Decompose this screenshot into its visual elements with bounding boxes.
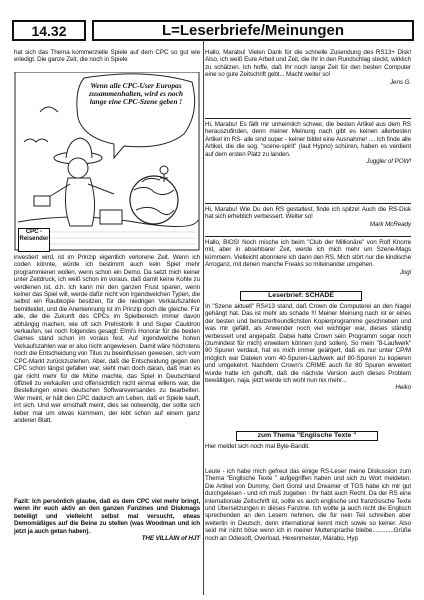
- letter-1-signature: Jens G.: [390, 78, 411, 86]
- left-closing-signature: THE VILLAIN of HJT: [141, 535, 200, 543]
- letter-1: [205, 49, 411, 86]
- cartoon-drawing: [14, 72, 200, 252]
- intro-text: hat sich das Thema kommerzielle Spiele auf dem CPC so gut wie erledigt. Die ganze Zeit, die noch in Spiele: [14, 49, 200, 64]
- separator-rule: [205, 118, 411, 119]
- letter-4-signature: Jogi: [399, 268, 411, 276]
- section-title: L=Leserbriefe/Meinungen: [92, 20, 414, 41]
- letter-2-signature: Juggler of POW!: [366, 158, 411, 166]
- letter-7: [205, 468, 411, 542]
- left-body: [14, 254, 200, 424]
- letter-5-text: In "Szene aktuell" RS#13 stand, daß Crown die Computerei an den Nagel gehängt hat. Das ist mehr als schade !!! Meiner Meinung nach ist er eines der besten und benutzerfreundlichsten Kopierprogramme geschrieben und was mir gefällt, als Anwender noch viel wichtiger war, dieses ständig verbessert und angepaßt. Dabei hatte Crown sein Programm sogar noch (zumindest für mich) erweitern können (und sollen). So mein "8-Laufwerk" 80 Spuren verdaut, hat es mich immer geärgert, daß es nur unter CP/M möglich war Dateien vom 40-Spuren-Laufwerk auf 80-Spuren zu kopieren und umgekehrt. Nachdem Crown's CRIME auch für 80 Spuren erweitert wurde hatte ich gehofft, daß die nächste Version auch dieses Problem bewältigen, naja, jetzt werde ich wohl nun nix mehr...: [205, 303, 411, 385]
- letter-3: [205, 206, 411, 228]
- letter-6-text: Hier meldet sich noch mal Byte-Bandit.: [205, 443, 310, 450]
- column-divider: [203, 40, 204, 595]
- cartoon-speech-text: Wenn alle CPC-User Europas zusammenhalten, wird es noch lange eine CPC-Szene geben !: [88, 82, 184, 107]
- letter-4: [205, 239, 411, 276]
- letter-1-text: Hallo, Marabu! Vielen Dank für die schnelle Zusendung des RS13+ Disk! Also, ich weiß Eure Arbeit und Zeit, die Ihr in den Rundschlag steckt, wirklich zu schätzen. Ich hoffe, daß Ihr noch lange Zeit für den besten Computer eine so gute Zeitschrift gebt... Macht weiter so!: [205, 49, 411, 79]
- cartoon-illustration: [14, 72, 200, 252]
- letter-6: [205, 443, 411, 450]
- section-bar-englische-texte: zum Thema "Englische Texte ": [236, 431, 378, 441]
- letter-2: [205, 121, 411, 165]
- page-header: [12, 20, 414, 41]
- letter-3-signature: Mark McReady: [369, 220, 411, 228]
- separator-rule: [205, 203, 411, 204]
- cartoon-caption: CPC - Reisender: [18, 228, 50, 252]
- page-number: 14.32: [12, 20, 86, 41]
- letter-4-text: Hallo, BIOS! Noch mische ich beim "Club der Millionäre" von Rolf Knorre mit, aber in absehbarer Zeit, werde ich mich mehr um Szene-Mags kümmern. Vielleicht abonniere ich dann den RS. Mich stört nur die kindische Arroganz, mit denen manche Freaks so miteinander umgehen.: [205, 239, 411, 269]
- separator-rule: [205, 236, 411, 237]
- left-closing-text: Fazit: Ich persönlich glaube, daß es dem CPC viel mehr bringt, wenn ihr euch aktiv an den ganzen Fanzines und Diskmags beteiligt und vielleicht selbst mal versucht, etwas Demomäßiges auf die Beine zu stellen (was Woodman und ich jetzt ja auch getan haben).: [14, 498, 200, 535]
- letter-2-text: Hi, Marabu! Es fällt mir unheimlich schwer, die besten Artikel aus dem RS herauszufinden, denn meiner Meinung nach gibt es keinen allerbesten Artikel im RS- alle sind super - keiner bildet eine Ausnahme! .... Ich finde alle Artikel, die die sog. "scene-spirit" (laut Hypno) schüren, haben es verdient auf dem ersten Platz zu landen.: [205, 121, 411, 158]
- letter-3-text: Hi, Marabu! Wie Du den RS gestaltest, finde ich spitze! Auch die RS-Disk hat sich erheblich verbessert. Weiter so!: [205, 206, 411, 221]
- letter-5-signature: Heiko: [395, 384, 411, 392]
- left-closing: [14, 498, 200, 542]
- section-bar-schade: Leserbrief: SCHADE: [240, 291, 362, 301]
- left-body-text: investiert wird, ist im Prinzip eigentlich verlorene Zeit. Wenn ich coden könnte, würde ich bestimmt auch kein Spiel mehr programmieren wollen, wenn schon ein Demo. Da setzt mich keiner unter Zeitdruck, ich weiß schon im voraus, daß damit keine Kohle zu verdienen ist, d.h. ich kann mir den ganzen Frust sparen, wenn keiner das Spiel will, werde dafür nicht von irgendwelchen Typen, die selbst ein Raubkopie besitzen, für die niedrigen Verkaufszahlen bemitleidet, und die Anerkennung ist im Prinzip doch die gleiche. Für alle, die die Zukunft des CPCs im Spielbereich immer davon abhängig machen, wie oft sich Prehistorik II und Super Cauldron verkaufen, sei noch folgendes gesagt: Elmi's Honorar für die beiden Games stand schon im voraus fest. Auf irgendwelche hohen Verkaufszahlen war er also nicht angewiesen. Damit wäre höchstens noch die Entscheidung von Titus zu beeinflussen gewesen, sich vom CPC-Markt zurückzuziehen. Aber, daß die Entscheidung gegen den CPC schon längst gefallen war, sieht man doch daran, daß man es gar nicht mehr für die Mühe machte, das Spiel in Deutschland offiziell zu verkaufen und offensichtlich nicht einmal willens war, die Bestellungen eines deutschen Softwareversandes zu bearbeiten. Wer meint, er hält den CPC dadurch am Leben, daß er Spiele kauft, irrt sich. Und wer ernsthaft meint, dies sei notwendig, der sollte sich lieber mal um etwas kümmern, der lebt schon auf einem ganz anderen Blatt.: [14, 254, 200, 424]
- left-intro: [14, 49, 200, 64]
- letter-5: [205, 303, 411, 392]
- letter-7-text: Leute - ich habe mich gefreut das einige RS-Leser meine Diskussion zum Thema "Englische Texte " aufgegriffen haben und sich zu Wort meldeten. Die Artikel von Dummy, Gert Gorisl und Dreamer of TGS habe ich mir gut durchgelesen - und ich muß zugeben : Ihr habt auch Recht. Da der RS eine internationale Zeitschrift ist, sollte es auch englische und französische Texte und Übersetzungen in dieses Fanzine. Ich wollte ja auch nicht die Englisch sprechenden an den Lesern nehmen, die für nein Teil schreiben aber weitertin in Deutsch, denn international kennt mich sowie so keiner. Also seid mir nicht böse wenn ich in meiner Muttersprache bleibe.............Grüße noch an Odiesoft, Overload, Hexenmeister, Marabu, Hyp: [205, 468, 411, 542]
